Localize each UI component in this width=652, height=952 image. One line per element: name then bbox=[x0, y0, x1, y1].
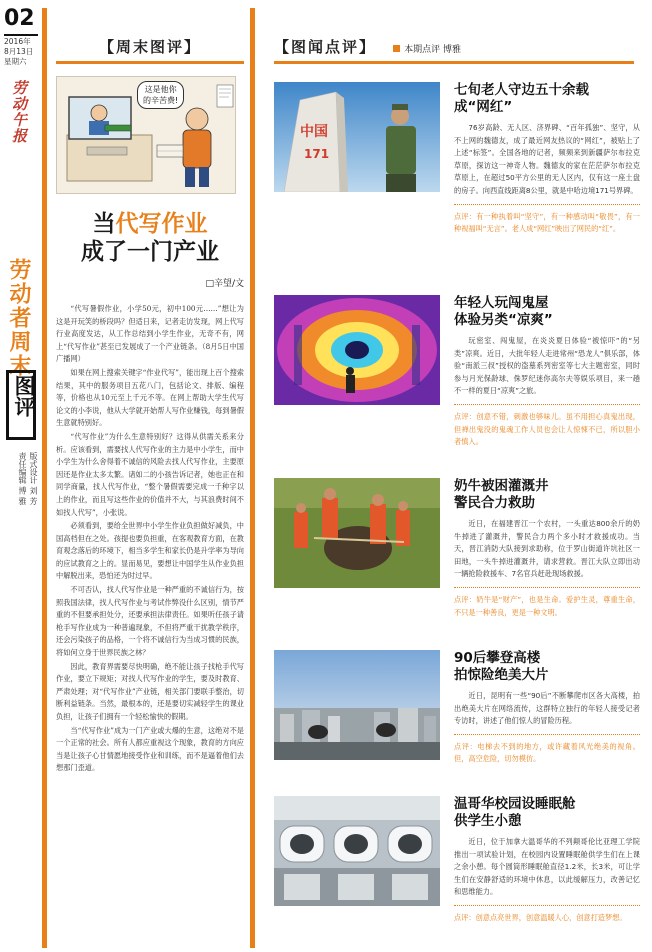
weekend-comment-heading: 【周末图评】 bbox=[98, 38, 201, 56]
item-text bbox=[454, 478, 640, 619]
speech-line-2: 的辛苦费! bbox=[143, 96, 179, 105]
headline-line-2: 成了一门产业 bbox=[81, 239, 219, 265]
photo-label-number: 171 bbox=[304, 147, 330, 161]
section-name: 劳动者周末 bbox=[6, 258, 31, 378]
weekend-comment-column bbox=[56, 36, 244, 776]
dotted-divider bbox=[454, 734, 640, 735]
editor-note: 本期点评 博雅 bbox=[393, 42, 461, 55]
photo-label-china: 中国 bbox=[300, 124, 328, 140]
page-number: 02 bbox=[4, 6, 35, 31]
item-text bbox=[454, 796, 640, 925]
item-text bbox=[454, 295, 640, 449]
weekday: 星期六 bbox=[4, 57, 27, 66]
credits bbox=[6, 452, 38, 542]
credit-editor: 责任编辑 博 雅 bbox=[18, 452, 27, 506]
item-title-line: 警民合力救助 bbox=[454, 495, 535, 511]
photo-comment-item bbox=[274, 82, 644, 252]
credit-design: 版式设计 刘 芳 bbox=[29, 452, 38, 506]
item-comment: 点评：有一种执着叫“坚守”，有一种感动叫“敬畏”，有一种视福叫“无言”。老人成“网红”映出了网民的“红”。 bbox=[454, 211, 640, 234]
photo-comment-item bbox=[274, 650, 644, 820]
headline-line-1 bbox=[56, 210, 244, 238]
item-body: 玩密室、闯鬼屋，在炎炎夏日体验“被惊吓”的“另类”凉爽。近日，大批年轻人走进常州“恐龙人”俱乐部，体验“南派三叔”授权的盗墓系列密室等七大主题密室，同时参与月光保龄球、侏罗纪迷你高尔夫等娱乐项目，来一趟不一样的夏日“凉爽”之旅。 bbox=[454, 336, 640, 396]
speech-line-1: 这是他你 bbox=[144, 85, 177, 94]
photo-rooftop bbox=[274, 650, 440, 760]
paragraph: “代写作业”为什么生意特别好？这得从供需关系来分析。应该看到，需要找人代写作业的主力是中小学生，而中小学生为什么舍得着不诚信的风险去找人代写作业，主要原因还是作业太多太繁。诸如二的小孩告诉记者，她也正在和同学商量，找人代写作业，“整个暑假需要完成一千种字以上的作业，而且写这些作业的价值并不大，与其浪费时间不如找人代写”，小张说。 bbox=[56, 431, 244, 517]
item-title-line: 温哥华校园设睡眠舱 bbox=[454, 796, 576, 812]
heading-rule bbox=[274, 61, 634, 64]
photo-sleep-pods bbox=[274, 796, 440, 906]
item-title-line: 成“网红” bbox=[454, 99, 513, 115]
item-comment: 点评：奶牛是“财产”，也是生命。爱护生灵，尊重生命，不只是一种善良，更是一种文明。 bbox=[454, 594, 640, 617]
masthead bbox=[0, 0, 40, 952]
headline-highlight: 代写作业 bbox=[115, 211, 208, 237]
newspaper-logo: 劳动午报 bbox=[10, 80, 28, 144]
item-title bbox=[454, 650, 640, 684]
byline: □辛望/文 bbox=[205, 279, 244, 289]
item-title-line: 拍惊险绝美大片 bbox=[454, 667, 549, 683]
item-title-line: 体验另类“凉爽” bbox=[454, 312, 553, 328]
photo-haunted-house bbox=[274, 295, 440, 405]
item-body: 近日，在福建晋江一个农村，一头重达800余斤的奶牛掉进了灌溉井，警民合力两个多小时才救援成功。当天，晋江消防大队接到求助称，位于罗山街道许坑社区一田地，一头牛掉进灌溉井，请求营救。晋江大队立即出动一辆抢险救援车、7名官兵赶赴现场救援。 bbox=[454, 519, 640, 579]
item-title-line: 七旬老人守边五十余载 bbox=[454, 82, 589, 98]
article-headline bbox=[56, 210, 244, 266]
paragraph: 如果在网上搜索关键字“作业代写”，能出现上百个搜索结果，其中的服务项目五花八门，包括论文、排版、编程等，价格也从10元至上千元不等。在网上帮助大学生代写论文的小李说，他从大学就开始帮人写作业赚钱，每到暑假生意就特别好。 bbox=[56, 367, 244, 428]
item-title bbox=[454, 82, 640, 116]
item-comment: 点评：电梯去不到的地方，或许藏着风光绝美的视角。但，高空危险，切勿模仿。 bbox=[454, 741, 640, 764]
item-body: 近日，位于加拿大温哥华的不列颠哥伦比亚理工学院推出一项试验计划，在校园内设置睡眠舱供学生们在上课之余小憩。每个圆筒形睡眠舱直径1.2米，长3米，可让学生们在安静舒适的环境中休息，以此缓解压力，改善记忆和思维能力。 bbox=[454, 837, 640, 897]
dotted-divider bbox=[454, 204, 640, 205]
item-title-line: 供学生小憩 bbox=[454, 813, 522, 829]
item-comment: 点评：创意点亮世界，创意温暖人心，创意打造梦想。 bbox=[454, 912, 627, 922]
item-title-line: 年轻人玩闯鬼屋 bbox=[454, 295, 549, 311]
headline-prefix: 当 bbox=[92, 211, 116, 237]
photo-border-marker bbox=[274, 82, 440, 192]
item-body: 76岁高龄、无人区、济界碑、“百年孤独”、坚守，从不上网的魏德友，成了最近网友热议的“网红”，被贴上了上述“标签”。全国各地的记者，频频来到新疆萨尔布拉克草原，探访这一神奇人物。魏德友的家在茫茫萨尔布拉克草原上，在超过50平方公里的无人区内，仅有这一座土盘的房子。向西直线距离8公里，就是中哈边境171号界碑。 bbox=[454, 123, 640, 195]
column-name: 图评 bbox=[12, 375, 36, 417]
item-title bbox=[454, 478, 640, 512]
item-body: 近日，昆明有一些“90后”不断攀爬市区各大高楼，拍出绝美大片在网络流传，这群特立独行的年轻人接受记者专访时，讲述了他们惊人的冒险历程。 bbox=[454, 691, 640, 726]
dateline bbox=[4, 37, 33, 67]
dotted-divider bbox=[454, 905, 640, 906]
paragraph: 因此，教育界需要尽快明确，绝不能让孩子找枪手代写作业，要立下规矩；对找人代写作业的学生，要及时教育、严肃处理；对“代写作业”产业链，相关部门要联手整治，切断利益链条。当然，最根本的，还是要切实减轻学生的课业负担，让孩子们拥有一个轻松愉快的假期。 bbox=[56, 661, 244, 721]
paragraph: 当“代写作业”成为一门产业或大爆的生意，这绝对不是一个正常的社会。所有人都应重视这个现象，教育的方向应当是让孩子心甘情愿地接受作业和训练，而不是逼着他们去想那门歪道。 bbox=[56, 725, 244, 773]
cartoon-illustration bbox=[56, 76, 236, 194]
photo-comment-item bbox=[274, 796, 644, 952]
item-title-line: 90后攀登高楼 bbox=[454, 650, 541, 666]
article-body bbox=[56, 303, 244, 775]
orange-divider-left bbox=[42, 8, 47, 948]
photo-comment-item bbox=[274, 295, 644, 465]
date-day: 8月13日 bbox=[4, 47, 34, 56]
orange-divider-center bbox=[250, 8, 255, 948]
dotted-divider bbox=[454, 404, 640, 405]
page-number-rule bbox=[4, 34, 38, 36]
item-text bbox=[454, 650, 640, 766]
paragraph: 必须看到，要给全世界中小学生作业负担做好减负，中国高档但在之处。孩提也要负担重，在客观教育方面，在教育观念落后的环境下，相当多学生和家长仍是升学率为导向的应试教育之上的。显而易见，要想让中国学生从作业负担中解脱出来，恐怕还为时过早。 bbox=[56, 521, 244, 581]
item-title bbox=[454, 295, 640, 329]
item-text bbox=[454, 82, 640, 236]
photo-comment-item bbox=[274, 478, 644, 648]
paragraph: 不可否认，找人代写作业是一种严重的不诚信行为，按照我国法律，找人代写作业与考试作弊没什么区别，情节严重的不但要承担处分，还要承担法律责任。如果听任孩子请枪手写作业成为一种普遍现象，不但将严重干扰教学秩序，还会污染孩子的品格，一个将不诚信行为当成习惯的民族，将如何立身于世界民族之林？ bbox=[56, 585, 244, 658]
photo-comment-heading: 【图闻点评】 bbox=[274, 38, 377, 56]
item-comment: 点评：创意不错，刺激也够味儿。虽不用担心真鬼出现，但禅出鬼没的鬼魂工作人员也会让人惊悚不已，所以胆小者慎入。 bbox=[454, 411, 640, 447]
photo-comment-header bbox=[274, 36, 644, 64]
item-title bbox=[454, 796, 640, 830]
cartoon-speech-bubble bbox=[137, 81, 184, 109]
date-year: 2016年 bbox=[4, 37, 31, 46]
photo-cow-rescue bbox=[274, 478, 440, 588]
dotted-divider bbox=[454, 587, 640, 588]
heading-rule bbox=[56, 61, 244, 64]
column-badge bbox=[6, 370, 36, 440]
item-title-line: 奶牛被困灌溉井 bbox=[454, 478, 549, 494]
paragraph: “代写暑假作业，小学50元，初中100元……”想让为这是开玩笑的桥段吗？但适日来，记者走访发现，网上代写行业高度发达，从工作总结到小学生作业，无奇不有，网上“代写作业”甚至已发展成了一个产业链条。（8月5日中国广播网） bbox=[56, 304, 244, 364]
